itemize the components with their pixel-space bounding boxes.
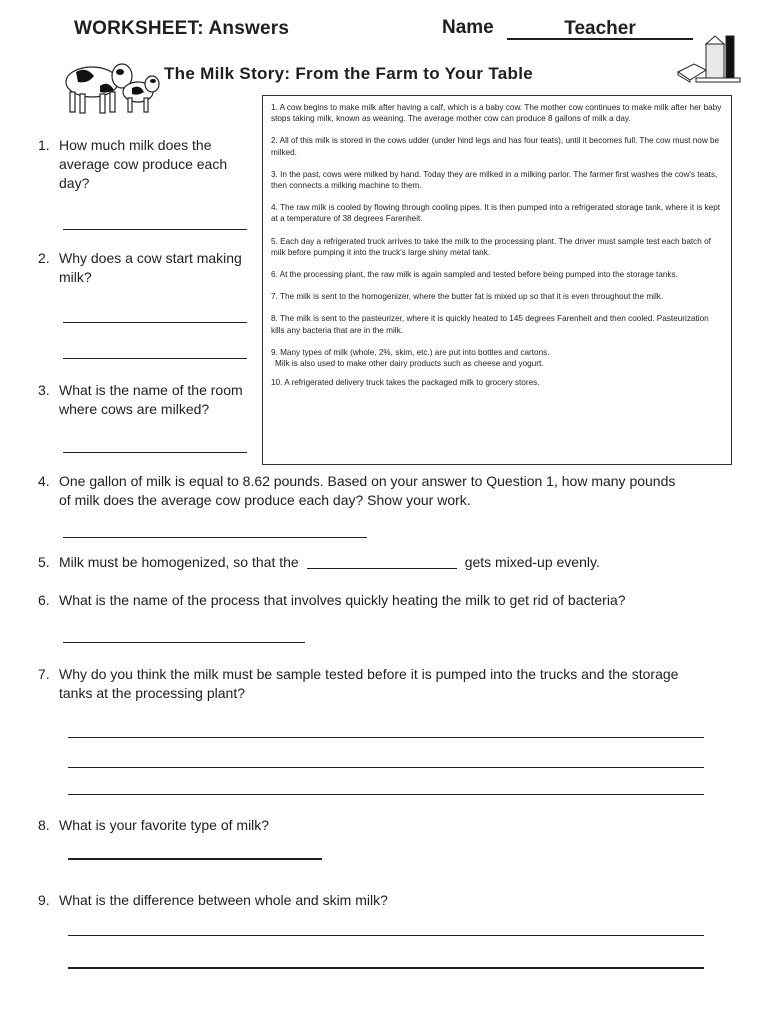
cows-illustration <box>52 50 160 118</box>
answer-line-q3[interactable] <box>63 452 247 453</box>
name-label: Name <box>442 17 494 38</box>
answer-blank-q5[interactable] <box>307 554 457 569</box>
question-3 <box>38 381 262 419</box>
question-number: 3. <box>38 382 50 398</box>
question-2 <box>38 249 262 287</box>
story-step-4: 4. The raw milk is cooled by flowing through cooling pipes. It is then pumped into a refrigerated storage tank, where it is kept at a temperature of 38 degrees Farenheit. <box>271 203 721 224</box>
question-number: 7. <box>38 666 50 682</box>
milk-story-box <box>262 95 732 465</box>
question-5 <box>38 553 718 572</box>
question-4 <box>38 472 688 510</box>
question-number: 6. <box>38 592 50 608</box>
answer-line-q7c[interactable] <box>68 794 704 795</box>
answer-line-q2a[interactable] <box>63 322 247 323</box>
milk-carton-illustration <box>676 34 744 84</box>
question-1 <box>38 136 258 193</box>
question-text: Why does a cow start making milk? <box>59 250 242 285</box>
answer-line-q9a[interactable] <box>68 935 704 936</box>
answer-line-q4[interactable] <box>63 537 367 538</box>
question-text-pre: Milk must be homogenized, so that the <box>59 554 299 570</box>
story-step-7: 7. The milk is sent to the homogenizer, where the butter fat is mixed up so that it is even throughout the milk. <box>271 292 664 302</box>
story-step-9: 9. Many types of milk (whole, 2%, skim, etc.) are put into bottles and cartons. <box>271 347 550 357</box>
question-number: 8. <box>38 817 50 833</box>
question-number: 4. <box>38 473 50 489</box>
question-6 <box>38 591 718 610</box>
question-text: How much milk does the average cow produce each day? <box>59 137 228 191</box>
question-text: What is your favorite type of milk? <box>59 817 270 833</box>
question-number: 5. <box>38 554 50 570</box>
story-step-6: 6. At the processing plant, the raw milk is again sampled and tested before being pumped into the storage tanks. <box>271 270 678 280</box>
answer-line-q6[interactable] <box>63 642 305 643</box>
story-step-10: 10. A refrigerated delivery truck takes the packaged milk to grocery stores. <box>271 378 540 388</box>
answer-line-q7b[interactable] <box>68 767 704 768</box>
question-text: One gallon of milk is equal to 8.62 pounds. Based on your answer to Question 1, how many pounds of milk does the average cow produce each day? Show your work. <box>59 473 676 508</box>
story-step-5: 5. Each day a refrigerated truck arrives to take the milk to the processing plant. The driver must sample test each batch of milk before pumping it into the truck's large shiny metal tank. <box>271 236 711 257</box>
question-7 <box>38 665 698 703</box>
answer-line-q1[interactable] <box>63 229 247 230</box>
name-value: Teacher <box>507 18 693 40</box>
question-text: What is the name of the room where cows are milked? <box>59 382 243 417</box>
question-text: What is the name of the process that involves quickly heating the milk to get rid of bacteria? <box>59 592 626 608</box>
answer-line-q8[interactable] <box>68 858 322 860</box>
question-number: 1. <box>38 137 50 153</box>
answer-line-q7a[interactable] <box>68 737 704 738</box>
question-text: What is the difference between whole and skim milk? <box>59 892 388 908</box>
worksheet-subtitle: The Milk Story: From the Farm to Your Table <box>164 64 533 83</box>
story-step-1: 1. A cow begins to make milk after having a calf, which is a baby cow. The mother cow continues to make milk after her baby stops taking milk, known as weaning. The average mother cow can produce 8 gallons of milk a day. <box>271 103 722 124</box>
question-text-post: gets mixed-up evenly. <box>464 554 600 570</box>
worksheet-title: WORKSHEET: Answers <box>74 18 290 39</box>
question-8 <box>38 816 698 835</box>
answer-line-q9b[interactable] <box>68 967 704 969</box>
story-step-9-cont: Milk is also used to make other dairy products such as cheese and yogurt. <box>275 359 544 369</box>
answer-line-q2b[interactable] <box>63 358 247 359</box>
question-number: 9. <box>38 892 50 908</box>
question-text: Why do you think the milk must be sample tested before it is pumped into the trucks and the storage tanks at the processing plant? <box>59 666 679 701</box>
story-step-8: 8. The milk is sent to the pasteurizer, where it is quickly heated to 145 degrees Farenheit and then cooled. Pasteurization kills any bacteria that are in the milk. <box>271 314 709 335</box>
question-number: 2. <box>38 250 50 266</box>
question-9 <box>38 891 698 910</box>
story-step-2: 2. All of this milk is stored in the cows udder (under hind legs and has four teats), until it becomes full. The cow must now be milked. <box>271 136 720 157</box>
story-step-3: 3. In the past, cows were milked by hand. Today they are milked in a milking parlor. The farmer first washes the cow's teats, then connects a milking machine to them. <box>271 169 718 191</box>
